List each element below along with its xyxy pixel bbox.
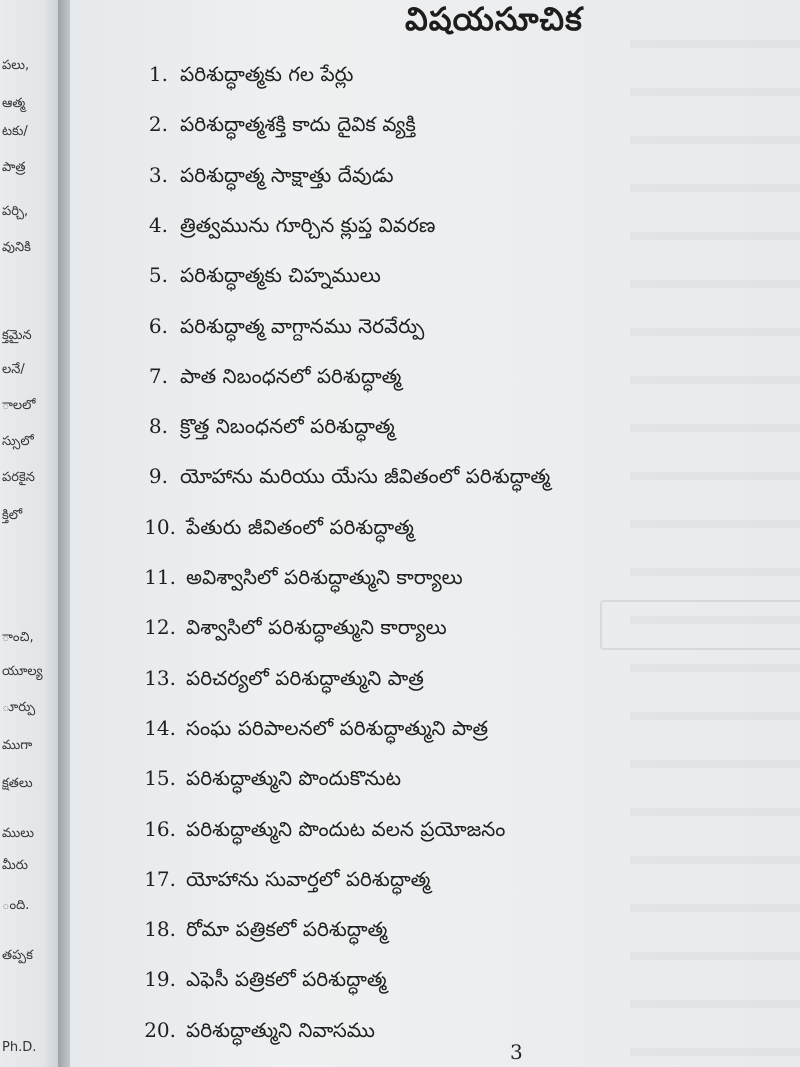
toc-entry bbox=[70, 967, 630, 1007]
toc-entry-title: పరిశుద్ధాత్మ వాగ్దానము నెరవేర్పు bbox=[180, 313, 425, 338]
toc-entry bbox=[70, 163, 630, 203]
toc-entry bbox=[70, 314, 630, 354]
toc-entry-number: 17. bbox=[144, 866, 176, 891]
page-number: 3 bbox=[510, 1040, 523, 1064]
left-page-fragment: పాత్ర bbox=[2, 160, 26, 175]
toc-entry bbox=[70, 112, 630, 152]
left-page-fragment: తప్పక bbox=[2, 948, 33, 963]
toc-entry-title: పరిశుద్ధాత్ముని నివాసము bbox=[186, 1017, 375, 1042]
left-page-fragment: ంది. bbox=[2, 898, 30, 913]
toc-entry-number: 11. bbox=[144, 565, 176, 589]
left-page-fragment: స్సులో bbox=[2, 434, 34, 449]
left-page-fragment: క్తిలో bbox=[2, 508, 23, 523]
left-page-fragment: ముగా bbox=[2, 738, 33, 753]
left-page-fragment: క్తమైన bbox=[2, 328, 32, 343]
toc-entry-title: యోహాను మరియు యేసు జీవితంలో పరిశుద్ధాత్మ bbox=[180, 464, 551, 489]
left-page-fragment: లనే/ bbox=[2, 362, 25, 377]
page bbox=[70, 0, 800, 1067]
left-page-fragment: ములు bbox=[2, 826, 34, 841]
toc-entry-number: 1. bbox=[148, 62, 168, 86]
left-page-fragment: మీరు bbox=[2, 858, 28, 873]
toc-entry-number: 4. bbox=[148, 212, 168, 237]
left-page-fragment: ాలలో bbox=[2, 398, 36, 413]
bleed-through-text bbox=[630, 0, 800, 1067]
toc-entry-number: 8. bbox=[148, 414, 168, 439]
toc-entry-title: ఎఫెసీ పత్రికలో పరిశుద్ధాత్మ bbox=[186, 967, 387, 992]
toc-entry-title: పరిచర్యలో పరిశుద్ధాత్ముని పాత్ర bbox=[186, 665, 424, 690]
toc-entry-number: 10. bbox=[144, 514, 176, 539]
toc-entry-title: పరిశుద్ధాత్మశక్తి కాదు దైవిక వ్యక్తి bbox=[180, 112, 416, 137]
toc-entry-title: పరిశుద్ధాత్మకు గల పేర్లు bbox=[180, 62, 354, 86]
toc-entry bbox=[70, 1018, 630, 1058]
left-page-fragment: క్షతలు bbox=[2, 776, 33, 791]
toc-entry-title: త్రిత్వమును గూర్చిన క్లుప్త వివరణ bbox=[180, 212, 436, 237]
toc-entry-title: విశ్వాసిలో పరిశుద్ధాత్ముని కార్యాలు bbox=[186, 615, 447, 640]
toc-entry-number: 2. bbox=[148, 112, 168, 137]
left-page-fragment: టకు/ bbox=[2, 124, 28, 139]
toc-entry-title: క్రొత్త నిబంధనలో పరిశుద్ధాత్మ bbox=[180, 414, 395, 439]
toc-entry-number: 3. bbox=[148, 162, 168, 187]
toc-entry-title: పేతురు జీవితంలో పరిశుద్ధాత్మ bbox=[186, 514, 414, 539]
left-page-fragment: ఆత్మ bbox=[2, 96, 26, 111]
toc-entry-title: రోమా పత్రికలో పరిశుద్ధాత్మ bbox=[186, 917, 388, 942]
toc-entry bbox=[70, 464, 630, 504]
toc-entry-title: పరిశుద్ధాత్ముని పొందుట వలన ప్రయోజనం bbox=[186, 816, 506, 841]
left-page-fragment: పర్చి, bbox=[2, 204, 29, 219]
toc-entry-number: 9. bbox=[148, 464, 168, 489]
toc-entry-title: పరిశుద్ధాత్మ సాక్షాత్తు దేవుడు bbox=[180, 162, 394, 187]
toc-entry-title: పరిశుద్ధాత్ముని పొందుకొనుట bbox=[186, 766, 402, 791]
toc-entry-number: 12. bbox=[144, 615, 176, 640]
left-page-fragment: ూర్పు bbox=[2, 700, 36, 715]
left-page-fragment: Ph.D. bbox=[2, 1040, 37, 1055]
toc-entry bbox=[70, 666, 630, 706]
toc-entry-number: 15. bbox=[144, 766, 176, 791]
left-page-edge bbox=[0, 0, 62, 1067]
left-page-fragment: పలు, bbox=[2, 58, 30, 73]
left-page-fragment: పరకైన bbox=[2, 470, 35, 485]
toc-entry bbox=[70, 414, 630, 454]
left-page-fragment: ాంచి, bbox=[2, 630, 34, 645]
toc-entry bbox=[70, 62, 630, 102]
toc-entry bbox=[70, 615, 630, 655]
toc-entry bbox=[70, 263, 630, 303]
toc-entry bbox=[70, 917, 630, 957]
toc-entry bbox=[70, 213, 630, 253]
toc-entry-number: 18. bbox=[144, 917, 176, 942]
toc-entry-number: 19. bbox=[144, 967, 176, 992]
toc-entry-title: అవిశ్వాసిలో పరిశుద్ధాత్ముని కార్యాలు bbox=[186, 565, 463, 589]
toc-entry-number: 7. bbox=[148, 363, 168, 388]
toc-entry bbox=[70, 565, 630, 605]
toc-entry bbox=[70, 364, 630, 404]
left-page-fragment: వునికి bbox=[2, 240, 31, 255]
left-page-fragment: యూల్య bbox=[2, 664, 43, 679]
toc-entry bbox=[70, 867, 630, 907]
toc-entry bbox=[70, 766, 630, 806]
toc-entry-number: 14. bbox=[144, 715, 176, 740]
toc-entry-title: సంఘ పరిపాలనలో పరిశుద్ధాత్ముని పాత్ర bbox=[186, 715, 489, 740]
toc-entry-title: యోహాను సువార్తలో పరిశుద్ధాత్మ bbox=[186, 866, 431, 891]
bleed-through-box bbox=[600, 600, 800, 650]
toc-entry-number: 6. bbox=[148, 313, 168, 338]
toc-entry bbox=[70, 515, 630, 555]
toc-entry bbox=[70, 817, 630, 857]
page-title: విషయసూచిక bbox=[405, 0, 583, 38]
toc-entry bbox=[70, 716, 630, 756]
toc-entry-title: పరిశుద్ధాత్మకు చిహ్నములు bbox=[180, 263, 381, 288]
toc-entry-number: 13. bbox=[144, 665, 176, 690]
toc-entry-number: 20. bbox=[144, 1017, 176, 1042]
toc-entry-number: 16. bbox=[144, 816, 176, 841]
toc-entry-number: 5. bbox=[148, 263, 168, 288]
toc-entry-title: పాత నిబంధనలో పరిశుద్ధాత్మ bbox=[180, 363, 402, 388]
